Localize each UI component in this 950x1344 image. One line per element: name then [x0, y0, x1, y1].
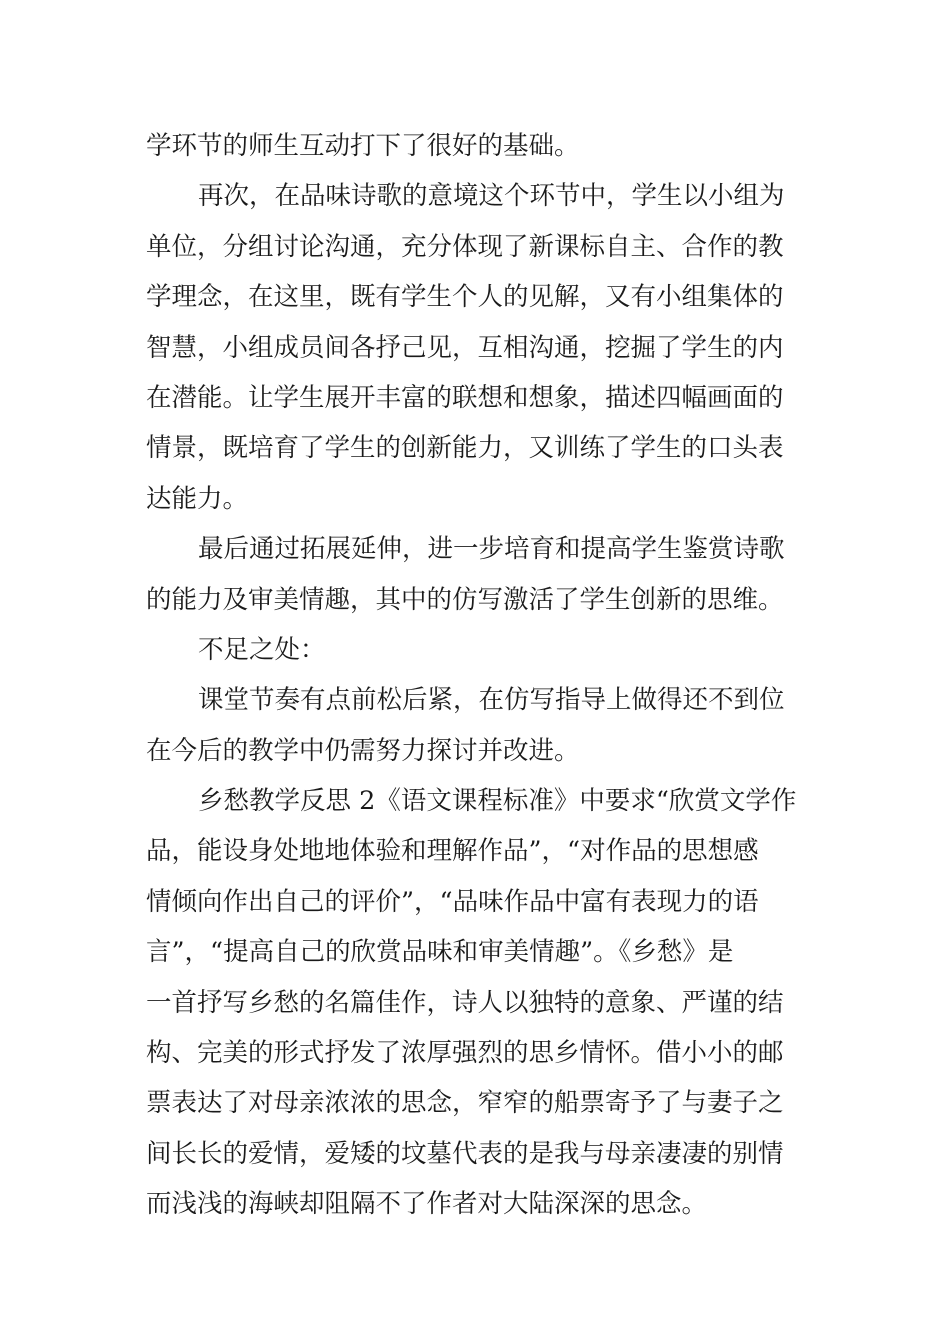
text-line: 而浅浅的海峡却阻隔不了作者对大陆深深的思念。 [146, 1189, 708, 1220]
text-line: 不足之处： [198, 634, 326, 665]
text-line: 在今后的教学中仍需努力探讨并改进。 [146, 735, 580, 766]
text-line: 构、完美的形式抒发了浓厚强烈的思乡情怀。借小小的邮 [146, 1038, 784, 1069]
text-line: 品，能设身处地地体验和理解作品”，“对作品的思想感 [146, 836, 759, 867]
text-line: 智慧，小组成员间各抒己见，互相沟通，挖掘了学生的内 [146, 332, 784, 363]
text-line: 单位，分组讨论沟通，充分体现了新课标自主、合作的教 [146, 231, 784, 262]
text-line: 的能力及审美情趣，其中的仿写激活了学生创新的思维。 [146, 584, 784, 615]
document-body [146, 121, 810, 1230]
text-line: 间长长的爱情，爱矮的坟墓代表的是我与母亲凄凄的别情 [146, 1138, 784, 1169]
text-line: 最后通过拓展延伸，进一步培育和提高学生鉴赏诗歌 [198, 534, 785, 565]
text-line: 学理念，在这里，既有学生个人的见解，又有小组集体的 [146, 282, 784, 313]
text-line: 在潜能。让学生展开丰富的联想和想象，描述四幅画面的 [146, 382, 784, 413]
text-line: 一首抒写乡愁的名篇佳作，诗人以独特的意象、严谨的结 [146, 987, 784, 1018]
text-line: 达能力。 [146, 483, 249, 514]
text-line: 情景，既培育了学生的创新能力，又训练了学生的口头表 [146, 433, 784, 464]
text-line: 言”，“提高自己的欣赏品味和审美情趣”。《乡愁》是 [146, 937, 734, 968]
text-line: 学环节的师生互动打下了很好的基础。 [146, 131, 580, 161]
text-line: 课堂节奏有点前松后紧，在仿写指导上做得还不到位 [198, 685, 785, 716]
text-line: 票表达了对母亲浓浓的思念，窄窄的船票寄予了与妻子之 [146, 1088, 784, 1119]
text-line: 再次，在品味诗歌的意境这个环节中，学生以小组为 [198, 181, 785, 212]
text-line: 情倾向作出自己的评价”，“品味作品中富有表现力的语 [146, 886, 759, 917]
text-line: 乡愁教学反思 2《语文课程标准》中要求“欣赏文学作 [198, 786, 797, 817]
